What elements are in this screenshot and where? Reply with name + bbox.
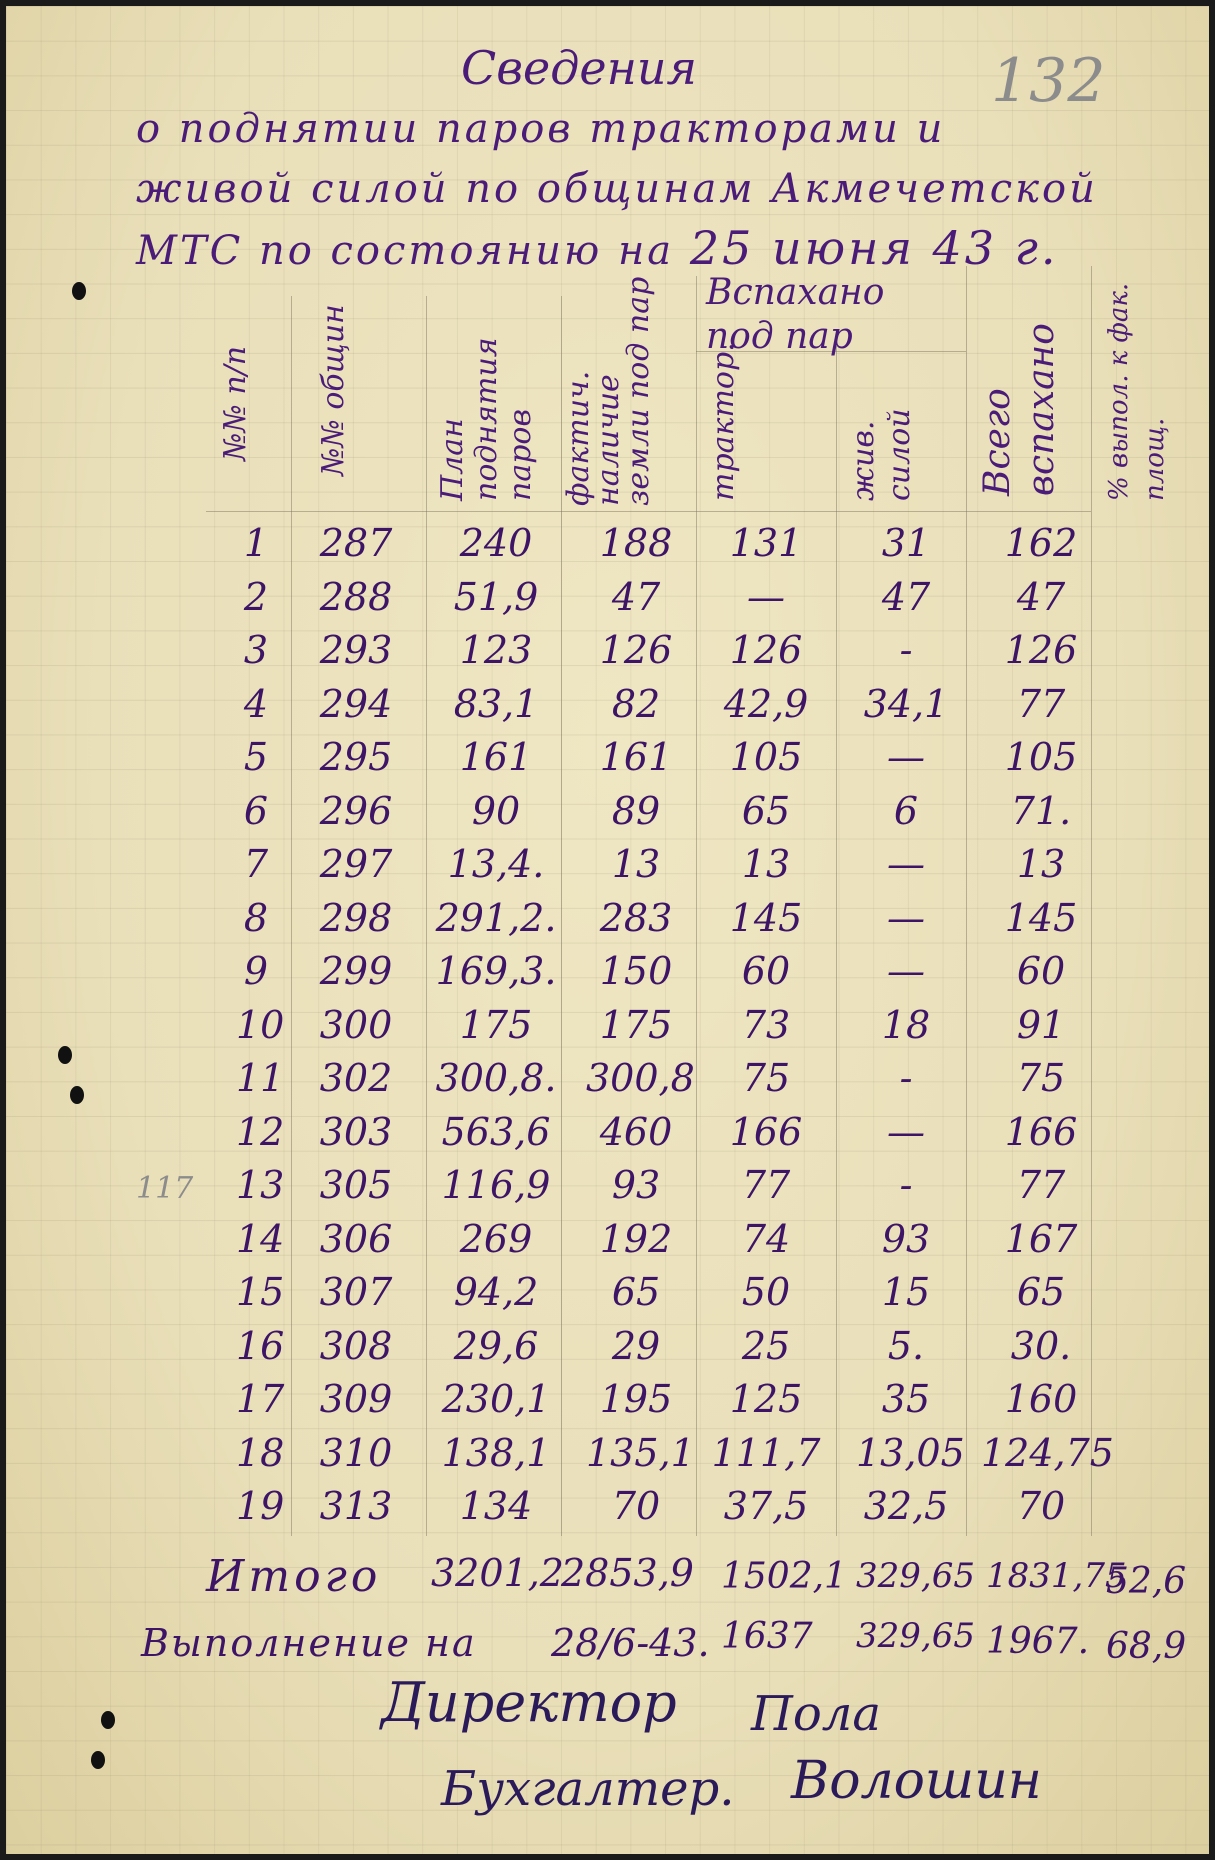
total-plowed-value: 77 (1016, 681, 1066, 726)
total-plowed-value: 160 (1004, 1377, 1078, 1421)
row-number: 6 (243, 788, 269, 833)
tractor-value: 73 (741, 1002, 791, 1047)
tractor-value: 25 (741, 1323, 791, 1368)
title-line-1: о поднятии паров тракторами и (136, 106, 946, 152)
live-force-value: - (899, 1163, 913, 1207)
community-number: 308 (319, 1323, 393, 1368)
plan-value: 175 (459, 1002, 533, 1047)
tractor-value: 145 (729, 895, 803, 940)
column-header-total-plowed: Всего вспахано (977, 323, 1062, 496)
fact-land-value: 82 (611, 681, 661, 726)
plan-value: 134 (459, 1484, 533, 1528)
punch-hole (70, 1086, 84, 1104)
fact-land-value: 283 (599, 895, 673, 940)
tractor-value: 77 (741, 1163, 791, 1207)
live-force-value: 47 (881, 574, 931, 619)
fact-land-value: 93 (611, 1163, 661, 1207)
row-number: 9 (243, 949, 269, 993)
total-plowed-value: 126 (1004, 628, 1078, 672)
plan-value: 116,9 (441, 1163, 551, 1207)
row-number: 19 (236, 1484, 285, 1528)
tractor-value: 126 (729, 628, 803, 672)
tractor-value: 60 (741, 949, 791, 993)
total-tractor: 1502,1 (721, 1556, 847, 1597)
community-number: 298 (319, 895, 393, 940)
live-force-value: 6 (893, 788, 919, 833)
community-number: 313 (319, 1484, 393, 1528)
community-number: 309 (319, 1377, 393, 1421)
community-number: 302 (319, 1056, 393, 1100)
row-number: 13 (236, 1163, 285, 1207)
fact-land-value: 89 (611, 788, 661, 833)
table-rule (966, 266, 967, 1536)
column-header-n: №№ п/п (218, 345, 253, 461)
column-header-plowed: Вспахано под пар (706, 272, 885, 357)
plan-value: 29,6 (453, 1323, 539, 1368)
column-header-plan: План поднятия паров (435, 337, 538, 501)
live-force-value: 35 (881, 1377, 931, 1421)
completion-tractor: 1637 (721, 1616, 813, 1657)
live-force-value: 93 (881, 1216, 931, 1261)
tractor-value: 166 (729, 1109, 803, 1154)
row-number: 16 (236, 1323, 285, 1368)
fact-land-value: 13 (611, 842, 661, 886)
community-number: 310 (319, 1430, 393, 1475)
total-plowed-value: 77 (1016, 1163, 1066, 1207)
community-number: 287 (319, 521, 393, 565)
plan-value: 169,3. (435, 949, 557, 993)
completion-percent: 68,9 (1106, 1626, 1187, 1667)
fact-land-value: 300,8 (586, 1056, 695, 1100)
fact-land-value: 161 (599, 735, 673, 779)
tractor-value: 13 (741, 842, 791, 886)
plan-value: 291,2. (435, 895, 557, 940)
plan-value: 563,6 (441, 1109, 551, 1154)
row-number: 7 (243, 842, 269, 886)
plan-value: 161 (459, 735, 533, 779)
completion-total: 1967. (986, 1621, 1090, 1662)
tractor-value: 125 (729, 1377, 803, 1421)
live-force-value: — (887, 842, 925, 886)
plan-value: 83,1 (453, 681, 539, 726)
plan-value: 240 (459, 521, 533, 565)
row-number: 11 (236, 1056, 285, 1100)
director-label: Директор (381, 1671, 677, 1734)
fact-land-value: 192 (599, 1216, 673, 1261)
table-rule (206, 511, 1091, 512)
tractor-value: 37,5 (723, 1484, 809, 1528)
row-number: 8 (243, 895, 269, 940)
tractor-value: 111,7 (711, 1430, 821, 1475)
community-number: 300 (319, 1002, 393, 1047)
punch-hole (91, 1751, 105, 1769)
total-plowed-value: 71. (1010, 788, 1072, 833)
live-force-value: 31 (881, 521, 931, 565)
row-number: 10 (236, 1002, 285, 1047)
live-force-value: 13,05 (856, 1430, 965, 1475)
title-line-3-prefix: МТС по состоянию на (136, 228, 675, 274)
report-date: 25 июня 43 г. (689, 221, 1059, 275)
fact-land-value: 460 (599, 1109, 673, 1154)
community-number: 306 (319, 1216, 393, 1261)
total-plowed-value: 75 (1016, 1056, 1066, 1100)
fact-land-value: 150 (599, 949, 673, 993)
community-number: 307 (319, 1270, 393, 1314)
total-live-force: 329,65 (856, 1556, 975, 1596)
total-plowed-value: 30. (1010, 1323, 1072, 1368)
column-header-live-force: жив. силой (846, 408, 917, 501)
table-rule (426, 296, 427, 1536)
completion-live-force: 329,65 (856, 1616, 975, 1656)
tractor-value: 105 (729, 735, 803, 779)
community-number: 296 (319, 788, 393, 833)
column-header-fact-land: фактич. наличие земли под пар (561, 276, 656, 506)
live-force-value: — (887, 735, 925, 779)
fact-land-value: 195 (599, 1377, 673, 1421)
live-force-value: - (899, 1056, 913, 1100)
total-plowed-value: 91 (1016, 1002, 1066, 1047)
tractor-value: 50 (741, 1270, 791, 1314)
row-number: 2 (243, 574, 269, 619)
community-number: 294 (319, 681, 393, 726)
archive-number: 132 (991, 46, 1106, 116)
row-number: 15 (236, 1270, 285, 1314)
community-number: 293 (319, 628, 393, 672)
live-force-value: 18 (881, 1002, 931, 1047)
accountant-label: Бухгалтер. (441, 1761, 735, 1817)
table-rule (836, 346, 837, 1536)
tractor-value: 131 (729, 521, 803, 565)
plan-value: 123 (459, 628, 533, 672)
document-title: Сведения (461, 41, 697, 95)
table-rule (291, 296, 292, 1536)
live-force-value: — (887, 949, 925, 993)
fact-land-value: 29 (611, 1323, 661, 1368)
total-plowed-value: 162 (1004, 521, 1078, 565)
community-number: 305 (319, 1163, 393, 1207)
fact-land-value: 175 (599, 1002, 673, 1047)
total-plowed-value: 47 (1016, 574, 1066, 619)
total-plowed-value: 105 (1004, 735, 1078, 779)
table-rule (696, 276, 697, 1536)
total-all: 1831,75 (986, 1556, 1127, 1596)
row-number: 5 (243, 735, 269, 779)
live-force-value: — (887, 1109, 925, 1154)
community-number: 297 (319, 842, 393, 886)
accountant-signature: Волошин (791, 1751, 1042, 1811)
total-plowed-value: 70 (1016, 1484, 1066, 1528)
tractor-value: 42,9 (723, 681, 809, 726)
community-number: 295 (319, 735, 393, 779)
punch-hole (101, 1711, 115, 1729)
punch-hole (58, 1046, 72, 1064)
fact-land-value: 188 (599, 521, 673, 565)
row-number: 18 (236, 1430, 285, 1475)
row-number: 14 (236, 1216, 285, 1261)
plan-value: 51,9 (453, 574, 539, 619)
column-header-percent: % выпол. к фак. площ. (1104, 282, 1170, 501)
row-number: 12 (236, 1109, 285, 1154)
total-label: Итого (206, 1551, 382, 1602)
row-number: 1 (243, 521, 269, 565)
plan-value: 90 (471, 788, 521, 833)
community-number: 288 (319, 574, 393, 619)
community-number: 299 (319, 949, 393, 993)
total-plowed-value: 65 (1016, 1270, 1066, 1314)
total-plowed-value: 166 (1004, 1109, 1078, 1154)
plan-value: 230,1 (441, 1377, 551, 1421)
director-signature: Пола (751, 1686, 881, 1742)
plan-value: 269 (459, 1216, 533, 1261)
fact-land-value: 135,1 (586, 1430, 695, 1475)
plan-value: 13,4. (447, 842, 545, 886)
fact-land-value: 47 (611, 574, 661, 619)
row-number: 3 (243, 628, 269, 672)
live-force-value: 32,5 (863, 1484, 949, 1528)
community-number: 303 (319, 1109, 393, 1154)
total-percent: 52,6 (1106, 1561, 1187, 1602)
total-plowed-value: 167 (1004, 1216, 1078, 1261)
row-number: 4 (243, 681, 269, 726)
live-force-value: 5. (887, 1323, 925, 1368)
fact-land-value: 70 (611, 1484, 661, 1528)
completion-date: 28/6-43. (551, 1621, 710, 1665)
plan-value: 94,2 (453, 1270, 539, 1314)
live-force-value: 15 (881, 1270, 931, 1314)
column-header-community-number: №№ общин (316, 304, 351, 476)
title-line-3 (136, 221, 1059, 275)
live-force-value: 34,1 (863, 681, 949, 726)
tractor-value: 65 (741, 788, 791, 833)
title-line-2: живой силой по общинам Акмечетской (136, 166, 1098, 212)
tractor-value: — (747, 574, 785, 619)
total-fact: 2853,9 (561, 1551, 694, 1595)
tractor-value: 74 (741, 1216, 791, 1261)
live-force-value: - (899, 628, 913, 672)
punch-hole (72, 282, 86, 300)
completion-label: Выполнение на (141, 1621, 477, 1665)
live-force-value: — (887, 895, 925, 940)
row-number: 17 (236, 1377, 285, 1421)
total-plowed-value: 60 (1016, 949, 1066, 993)
total-plan: 3201,2 (431, 1551, 564, 1595)
total-plowed-value: 13 (1016, 842, 1066, 886)
tractor-value: 75 (741, 1056, 791, 1100)
fact-land-value: 65 (611, 1270, 661, 1314)
fact-land-value: 126 (599, 628, 673, 672)
total-plowed-value: 124,75 (981, 1430, 1114, 1475)
column-header-tractor: трактор. (706, 342, 741, 501)
plan-value: 138,1 (441, 1430, 551, 1475)
plan-value: 300,8. (435, 1056, 557, 1100)
margin-note: 117 (136, 1171, 194, 1206)
total-plowed-value: 145 (1004, 895, 1078, 940)
